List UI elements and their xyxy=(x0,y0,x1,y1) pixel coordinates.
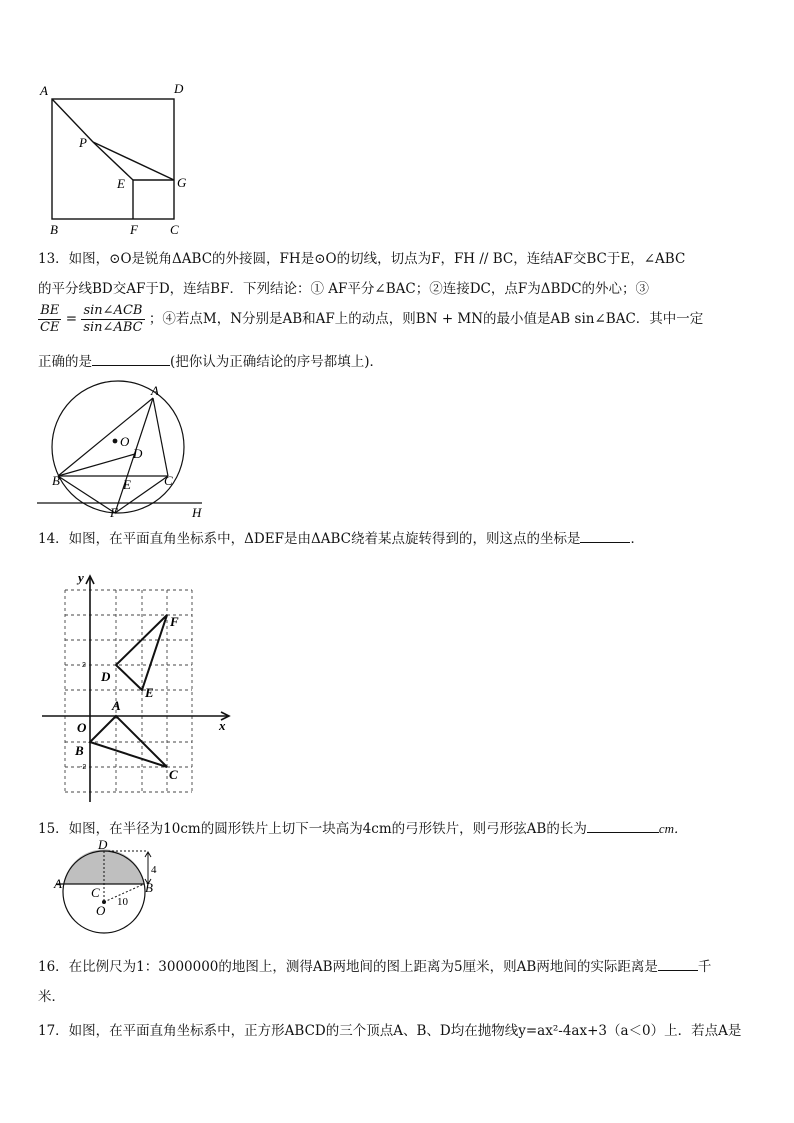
q13-line3-tail: ；④若点M，N分别是AB和AF上的动点，则BN + MN的最小值是AB sin∠BAC．其中一定 xyxy=(148,311,704,327)
tick-minus-2: -2 xyxy=(80,764,87,771)
label-D: D xyxy=(98,837,108,852)
label-H: H xyxy=(192,505,202,520)
label-G: G xyxy=(177,175,187,190)
label-E: E xyxy=(145,685,154,700)
label-O: O xyxy=(120,434,130,449)
q14-line: 14．如图，在平面直角坐标系中，ΔDEF是由ΔABC绕着某点旋转得到的，则这点的坐标是 ． xyxy=(38,528,644,550)
label-E: E xyxy=(117,176,125,191)
q15-answer-blank[interactable] xyxy=(587,818,659,833)
label-O: O xyxy=(96,903,106,918)
q16-line1: 16．在比例尺为1：3000000的地图上，测得AB两地间的图上距离为5厘米，则AB两地间的实际距离是 千 xyxy=(38,956,711,978)
label-C: C xyxy=(164,473,173,488)
tick-2: 2 xyxy=(82,662,86,669)
label-F: F xyxy=(110,505,118,520)
q13-answer-blank[interactable] xyxy=(92,351,170,366)
q13-line4: 正确的是 (把你认为正确结论的序号都填上)． xyxy=(38,351,383,373)
label-D: D xyxy=(101,669,111,684)
q14-answer-blank[interactable] xyxy=(580,528,630,543)
fraction-be-ce: $\frac{BE}{CE}$ xyxy=(40,303,60,335)
label-C: C xyxy=(91,885,100,900)
label-P: P xyxy=(79,135,87,150)
label-C: C xyxy=(169,767,178,782)
label-B: B xyxy=(75,743,84,758)
label-A: A xyxy=(40,83,48,98)
label-B: B xyxy=(145,880,153,895)
label-B: B xyxy=(50,222,58,237)
label-D: D xyxy=(133,446,143,461)
q16-answer-blank[interactable] xyxy=(658,956,698,971)
label-O: O xyxy=(77,720,87,735)
label-A: A xyxy=(54,876,62,891)
label-A: A xyxy=(151,383,159,398)
q13-line2: 的平分线BD交AF于D，连结BF．下列结论：① AF平分∠BAC；②连接DC，点F为ΔBDC的外心；③ xyxy=(38,281,650,297)
circle-figure xyxy=(34,383,214,521)
square-figure xyxy=(36,80,206,240)
label-B: B xyxy=(52,473,60,488)
coordinate-grid-figure xyxy=(38,570,238,805)
q13-line3: $\frac{BE}{CE}$ = $\frac{\text{sin∠ACB}}{\text{sin∠ABC}}$ ；④若点M，N分别是AB和AF上的动点，则BN + MN的最小值是AB sin∠BAC．其中一定 xyxy=(40,303,704,335)
label-E: E xyxy=(123,477,131,492)
label-A: A xyxy=(112,698,121,713)
label-F: F xyxy=(170,614,179,629)
fraction-sin-ratio: $\frac{\text{sin∠ACB}}{\text{sin∠ABC}}$ xyxy=(83,303,143,335)
label-height: 4 xyxy=(151,864,157,876)
segment-figure xyxy=(52,837,172,946)
axis-x-label: x xyxy=(219,718,226,733)
label-C: C xyxy=(170,222,179,237)
q15-line: 15．如图，在半径为10cm的圆形铁片上切下一块高为4cm的弓形铁片，则弓形弦AB的长为 cm． xyxy=(38,818,687,840)
label-F: F xyxy=(130,222,138,237)
label-radius: 10 xyxy=(117,896,128,908)
q16-line2: 米． xyxy=(38,989,65,1005)
q17-line: 17．如图，在平面直角坐标系中，正方形ABCD的三个顶点A、B、D均在抛物线y=ax²-4ax+3（a＜0）上．若点A是 xyxy=(38,1023,742,1039)
axis-y-label: y xyxy=(78,570,84,585)
q13-line1: 13．如图，⊙O是锐角ΔABC的外接圆，FH是⊙O的切线，切点为F，FH // BC，连结AF交BC于E，∠ABC xyxy=(38,251,686,267)
label-D: D xyxy=(174,81,184,96)
